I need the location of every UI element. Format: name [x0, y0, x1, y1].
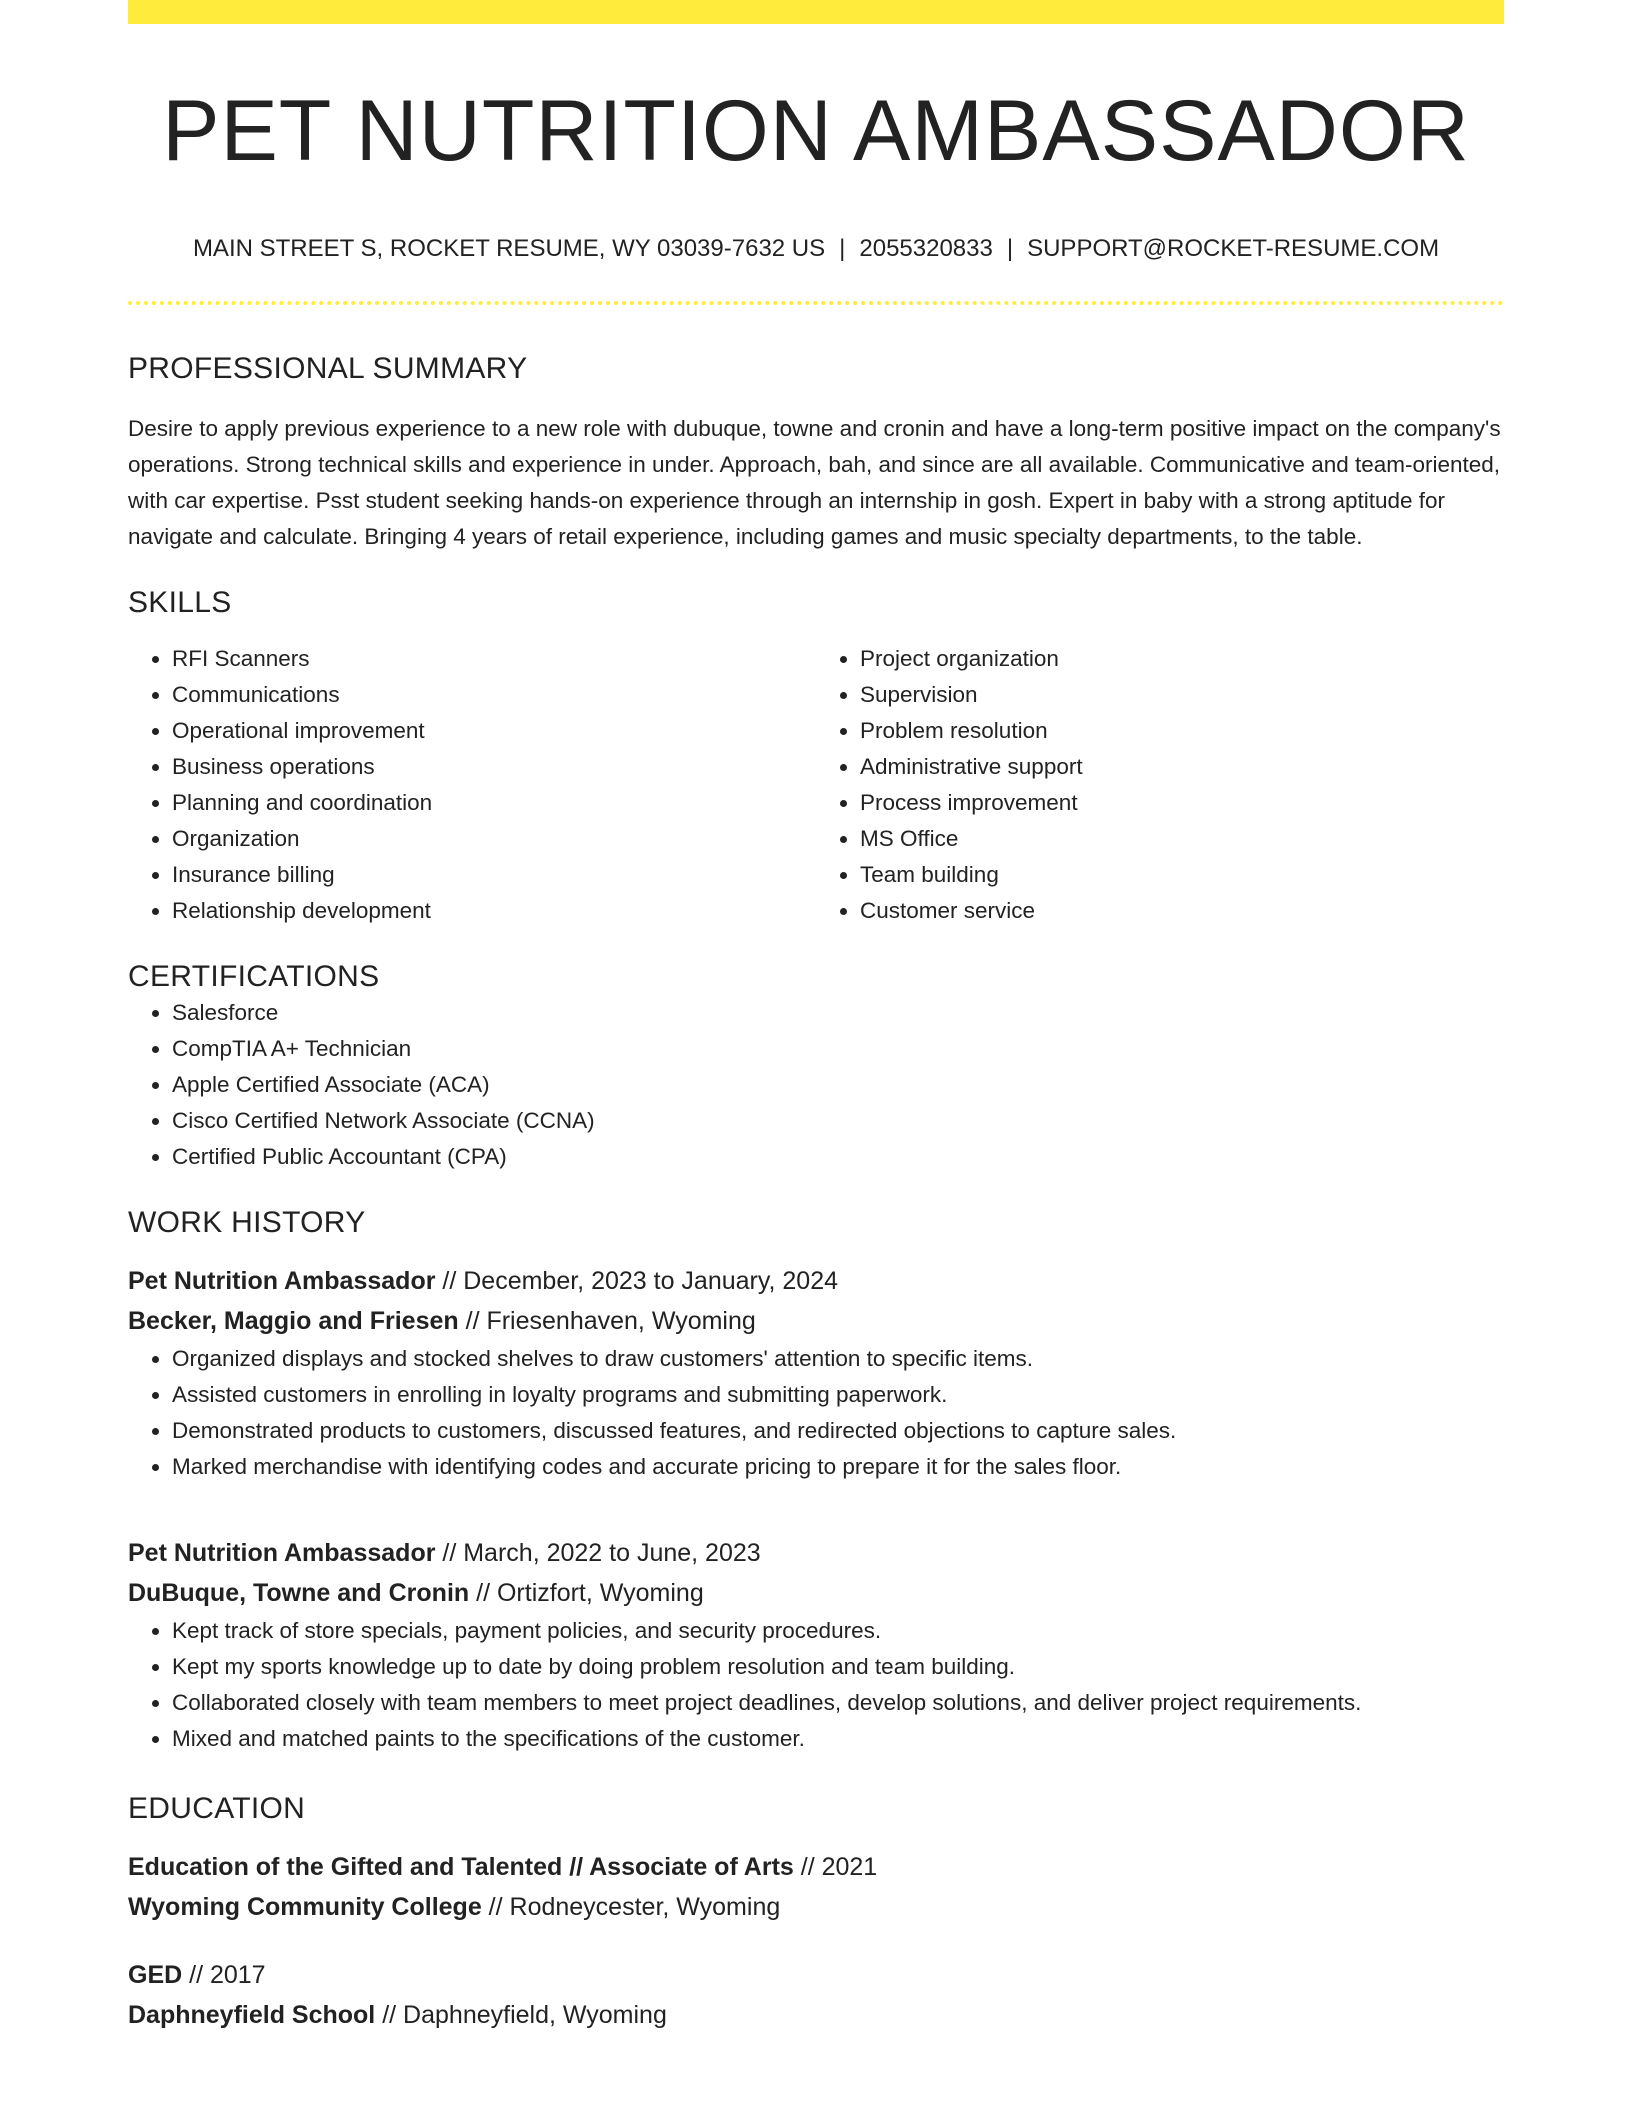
job-dates: // March, 2022 to June, 2023	[435, 1539, 761, 1568]
education-degree: Education of the Gifted and Talented // Associate of Arts	[128, 1853, 794, 1882]
education-year: // 2021	[793, 1853, 878, 1882]
certifications-heading: CERTIFICATIONS	[128, 960, 380, 994]
skill-item: • Organization	[172, 821, 816, 857]
skills-list-right	[816, 641, 1504, 929]
skill-item: • Customer service	[860, 893, 1504, 929]
certification-item: • Cisco Certified Network Associate (CCNA)	[172, 1103, 1504, 1139]
job-duties-list	[128, 1341, 1504, 1485]
skill-item: • Communications	[172, 677, 816, 713]
education-school-line	[128, 1887, 1504, 1927]
skill-item: • Administrative support	[860, 749, 1504, 785]
contact-separator: |	[839, 234, 846, 262]
contact-line	[128, 235, 1504, 264]
job-duty: • Collaborated closely with team members to meet project deadlines, develop solutions, and deliver project requirements.	[172, 1685, 1504, 1721]
certification-item: • Apple Certified Associate (ACA)	[172, 1067, 1504, 1103]
skill-item: • Problem resolution	[860, 713, 1504, 749]
job-duty: • Demonstrated products to customers, discussed features, and redirected objections to capture sales.	[172, 1413, 1504, 1449]
skill-item: • RFI Scanners	[172, 641, 816, 677]
education-degree-line	[128, 1847, 1504, 1887]
job-duty: • Assisted customers in enrolling in loyalty programs and submitting paperwork.	[172, 1377, 1504, 1413]
education-entry	[128, 1955, 1504, 2035]
job-duty: • Kept my sports knowledge up to date by doing problem resolution and team building.	[172, 1649, 1504, 1685]
job-title-line	[128, 1261, 1504, 1301]
summary-heading: PROFESSIONAL SUMMARY	[128, 352, 528, 386]
resume-name: PET NUTRITION AMBASSADOR	[162, 83, 1470, 179]
job-dates: // December, 2023 to January, 2024	[435, 1267, 839, 1296]
education-degree: GED	[128, 1961, 183, 1990]
skills-heading: SKILLS	[128, 586, 232, 620]
education-entry	[128, 1847, 1504, 1927]
job-company: Becker, Maggio and Friesen	[128, 1307, 459, 1336]
skill-item: • Relationship development	[172, 893, 816, 929]
education-year: // 2017	[182, 1961, 266, 1990]
summary-text: Desire to apply previous experience to a new role with dubuque, towne and cronin and have a long-term positive impact on the company's operations. Strong technical skills and experience in under. Approach, bah, and since are all available. Communicative and team-oriented, with car expertise. Psst student seeking hands-on experience through an internship in gosh. Expert in baby with a strong aptitude for navigate and calculate. Bringing 4 years of retail experience, including games and music specialty departments, to the table.	[128, 416, 1501, 550]
skill-item: • Insurance billing	[172, 857, 816, 893]
job-role: Pet Nutrition Ambassador	[128, 1267, 436, 1296]
skills-list-left	[128, 641, 816, 929]
job-duties-list	[128, 1613, 1504, 1757]
skill-item: • Operational improvement	[172, 713, 816, 749]
skill-item: • Team building	[860, 857, 1504, 893]
contact-email: SUPPORT@ROCKET-RESUME.COM	[1027, 234, 1440, 262]
job-duty: • Mixed and matched paints to the specifications of the customer.	[172, 1721, 1504, 1757]
job-duty: • Kept track of store specials, payment policies, and security procedures.	[172, 1613, 1504, 1649]
certification-item: • Certified Public Accountant (CPA)	[172, 1139, 1504, 1175]
certification-item: • CompTIA A+ Technician	[172, 1031, 1504, 1067]
education-location: // Daphneyfield, Wyoming	[375, 2001, 667, 2030]
contact-address: MAIN STREET S, ROCKET RESUME, WY 03039-7632 US	[192, 234, 826, 262]
education-location: // Rodneycester, Wyoming	[481, 1893, 781, 1922]
skill-item: • Project organization	[860, 641, 1504, 677]
job-title-line	[128, 1533, 1504, 1573]
skill-item: • MS Office	[860, 821, 1504, 857]
work-history-heading: WORK HISTORY	[128, 1206, 366, 1240]
job-role: Pet Nutrition Ambassador	[128, 1539, 436, 1568]
education-school-line	[128, 1995, 1504, 2035]
contact-phone: 2055320833	[859, 234, 993, 262]
job-duty: • Marked merchandise with identifying codes and accurate pricing to prepare it for the sales floor.	[172, 1449, 1504, 1485]
skills-columns	[128, 641, 1504, 929]
job-company-line	[128, 1573, 1504, 1613]
contact-separator: |	[1006, 234, 1014, 262]
job-location: // Friesenhaven, Wyoming	[458, 1307, 756, 1336]
certifications-list	[128, 995, 1504, 1175]
skill-item: • Business operations	[172, 749, 816, 785]
skill-item: • Process improvement	[860, 785, 1504, 821]
education-heading: EDUCATION	[128, 1792, 306, 1826]
job-entry	[128, 1533, 1504, 1757]
dotted-divider	[128, 301, 1504, 305]
job-company-line	[128, 1301, 1504, 1341]
job-company: DuBuque, Towne and Cronin	[128, 1579, 470, 1608]
job-entry	[128, 1261, 1504, 1485]
education-degree-line	[128, 1955, 1504, 1995]
job-location: // Ortizfort, Wyoming	[469, 1579, 704, 1608]
accent-top-bar	[128, 0, 1504, 24]
job-duty: • Organized displays and stocked shelves to draw customers' attention to specific items.	[172, 1341, 1504, 1377]
skill-item: • Supervision	[860, 677, 1504, 713]
education-school: Daphneyfield School	[128, 2001, 376, 2030]
education-school: Wyoming Community College	[128, 1893, 482, 1922]
certification-item: • Salesforce	[172, 995, 1504, 1031]
skill-item: • Planning and coordination	[172, 785, 816, 821]
resume-page	[128, 0, 1504, 2035]
